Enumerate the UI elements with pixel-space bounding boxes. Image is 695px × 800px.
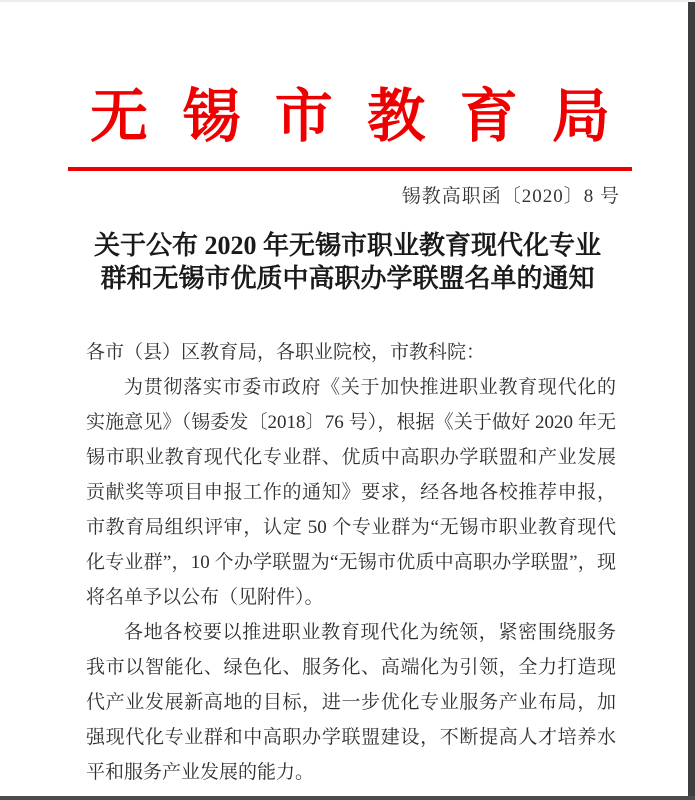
body-paragraph-1: 为贯彻落实市委市政府《关于加快推进职业教育现代化的实施意见》（锡委发〔2018〕76 号），根据《关于做好 2020 年无锡市职业教育现代化专业群、优质中高职办学联盟和产业发展贡献奖等项目申报工作的通知》要求，经各地各校推荐申报，市教育局组织评审，认定 50 个专业群为“无锡市职业教育现代化专业群”，10 个办学联盟为“无锡市优质中高职办学联盟”，现将名单予以公布（见附件）。 [86, 377, 616, 608]
salutation-line: 各市（县）区教育局，各职业院校，市教科院： [86, 342, 486, 363]
document-body [0, 335, 695, 790]
red-divider-line [68, 167, 632, 171]
viewer-edge-bottom [0, 796, 695, 800]
agency-name-header: 无锡市教育局 [90, 84, 610, 149]
body-paragraph-2: 各地各校要以推进职业教育现代化为统领，紧密围绕服务我市以智能化、绿色化、服务化、高端化为引领，全力打造现代产业发展新高地的目标，进一步优化专业服务产业布局，加强现代化专业群和中高职办学联盟建设，不断提高人才培养水平和服务产业发展的能力。 [86, 622, 616, 783]
document-reference-number: 锡教高职函〔2020〕8 号 [401, 186, 620, 207]
viewer-edge-right [688, 2, 695, 800]
document-title: 关于公布 2020 年无锡市职业教育现代化专业群和无锡市优质中高职办学联盟名单的通知 [93, 231, 601, 293]
